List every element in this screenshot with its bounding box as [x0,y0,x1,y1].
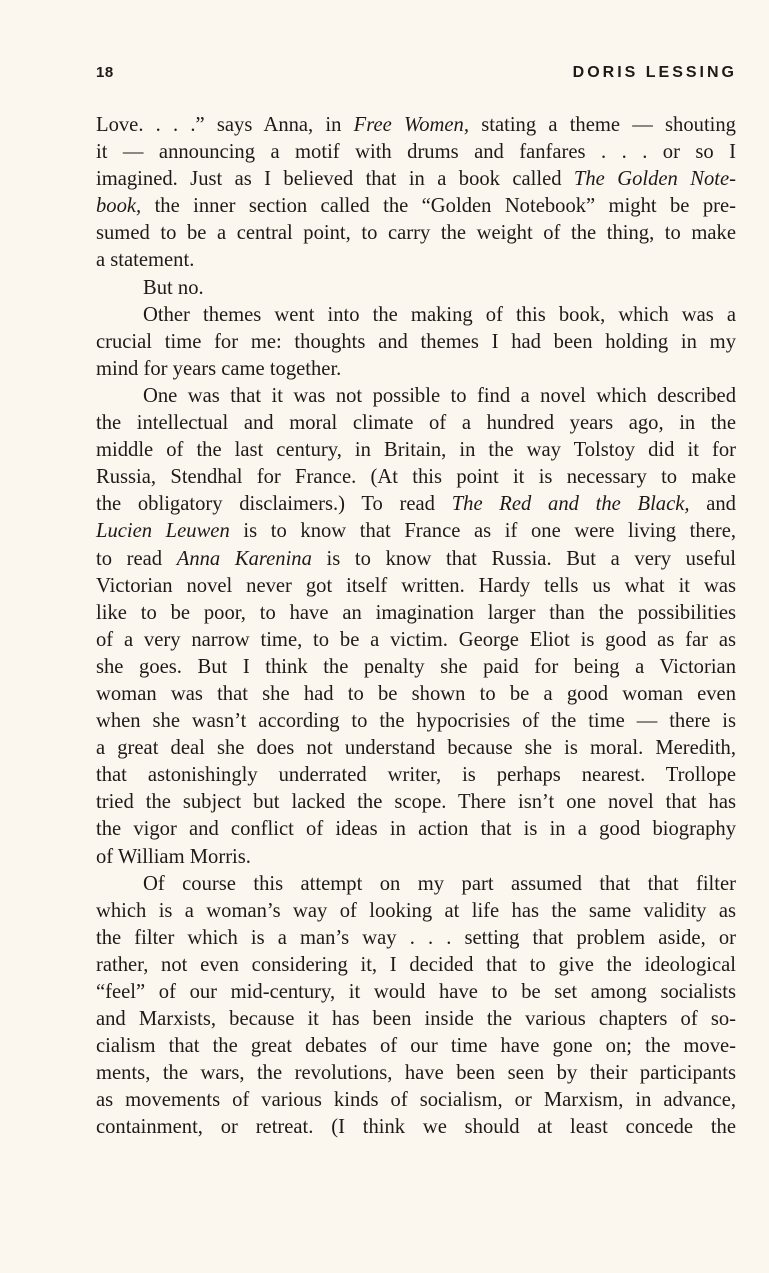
text-run: and [689,493,736,516]
text-line [96,437,736,464]
text-line [96,166,736,193]
text-line [96,708,736,735]
text-run: One was that it was not possible to find a novel which described [143,384,736,407]
italic-title: Anna Karenina [176,547,312,570]
italic-title: The Golden Note- [573,168,736,191]
text-line [96,329,736,356]
italic-title: Lucien Leuwen [96,520,230,543]
text-line [96,600,736,627]
text-run: Love. . . .” says Anna, in [96,114,354,136]
text-line [96,925,736,952]
text-line [96,546,736,573]
text-run: the filter which is a man’s way . . . setting that problem aside, or [96,926,736,949]
running-head: DORIS LESSING [572,64,737,81]
text-run: stating a theme — shouting [469,114,736,136]
text-line [96,681,736,708]
text-run: mind for years came together. [96,357,342,380]
italic-title: book, [96,195,142,218]
text-run: and Marxists, because it has been inside the various chapters of so- [96,1008,736,1031]
text-line [96,762,736,789]
text-run: imagined. Just as I believed that in a book called [96,168,574,191]
text-line [96,573,736,600]
page-header [96,58,737,88]
text-line [96,1060,736,1087]
text-line [96,735,736,762]
page-number: 18 [96,64,114,81]
text-run: when she wasn’t according to the hypocrisies of the time — there is [96,710,736,733]
text-line [96,654,736,681]
text-line [96,247,736,274]
text-line [96,1033,736,1060]
text-run: Victorian novel never got itself written. Hardy tells us what it was [96,574,736,597]
text-line [96,518,736,545]
text-line [96,844,736,871]
text-run: sumed to be a central point, to carry the weight of the thing, to make [96,222,736,245]
text-line [96,356,736,383]
text-line [96,275,736,302]
text-line [96,871,736,898]
text-run: a statement. [96,249,195,272]
body-text [96,112,736,1142]
italic-title: Free Women, [353,114,469,136]
text-run: of William Morris. [96,845,251,868]
text-line [96,410,736,437]
text-run: it — announcing a motif with drums and fanfares . . . or so I [96,141,736,164]
text-line [96,898,736,925]
text-run: woman was that she had to be shown to be a good woman even [96,682,736,705]
text-line [96,383,736,410]
text-run: Russia, Stendhal for France. (At this point it is necessary to make [96,466,736,489]
text-line [96,139,736,166]
text-line [96,1087,736,1114]
text-line [96,952,736,979]
text-line [96,816,736,843]
text-line [96,112,736,139]
text-run: the vigor and conflict of ideas in action that is in a good biography [96,818,736,841]
text-run: a great deal she does not understand because she is moral. Meredith, [96,737,736,760]
text-line [96,1114,736,1141]
text-run: the intellectual and moral climate of a hundred years ago, in the [96,412,736,435]
text-run: Other themes went into the making of this book, which was a [143,303,736,326]
text-run: tried the subject but lacked the scope. There isn’t one novel that has [96,791,736,814]
text-line [96,220,736,247]
text-run: like to be poor, to have an imagination larger than the possibilities [96,601,736,624]
text-run: as movements of various kinds of socialism, or Marxism, in advance, [96,1089,736,1112]
text-run: which is a woman’s way of looking at life has the same validity as [96,899,736,922]
text-line [96,491,736,518]
text-run: she goes. But I think the penalty she paid for being a Victorian [96,655,736,678]
text-line [96,979,736,1006]
text-run: to read [96,547,177,570]
text-run: the obligatory disclaimers.) To read [96,493,452,516]
text-line [96,789,736,816]
text-run: is to know that France as if one were living there, [229,520,736,543]
text-run: that astonishingly underrated writer, is perhaps nearest. Trollope [96,764,736,787]
text-run: middle of the last century, in Britain, in the way Tolstoy did it for [96,439,736,462]
italic-title: The Red and the Black, [451,493,690,516]
text-line [96,464,736,491]
text-run: cialism that the great debates of our time have gone on; the move- [96,1035,736,1058]
text-line [96,193,736,220]
text-run: is to know that Russia. But a very useful [311,547,736,570]
text-run: of a very narrow time, to be a victim. George Eliot is good as far as [96,628,736,651]
text-run: containment, or retreat. (I think we should at least concede the [96,1116,736,1139]
text-run: Of course this attempt on my part assumed that that filter [143,872,736,895]
text-run: crucial time for me: thoughts and themes I had been holding in my [96,330,736,353]
text-run: the inner section called the “Golden Notebook” might be pre- [141,195,736,218]
text-run: ments, the wars, the revolutions, have been seen by their participants [96,1062,736,1085]
text-run: rather, not even considering it, I decided that to give the ideological [96,953,736,976]
text-run: But no. [143,276,204,299]
text-run: “feel” of our mid-century, it would have to be set among socialists [96,981,736,1003]
text-line [96,302,736,329]
text-line [96,627,736,654]
text-line [96,1006,736,1033]
